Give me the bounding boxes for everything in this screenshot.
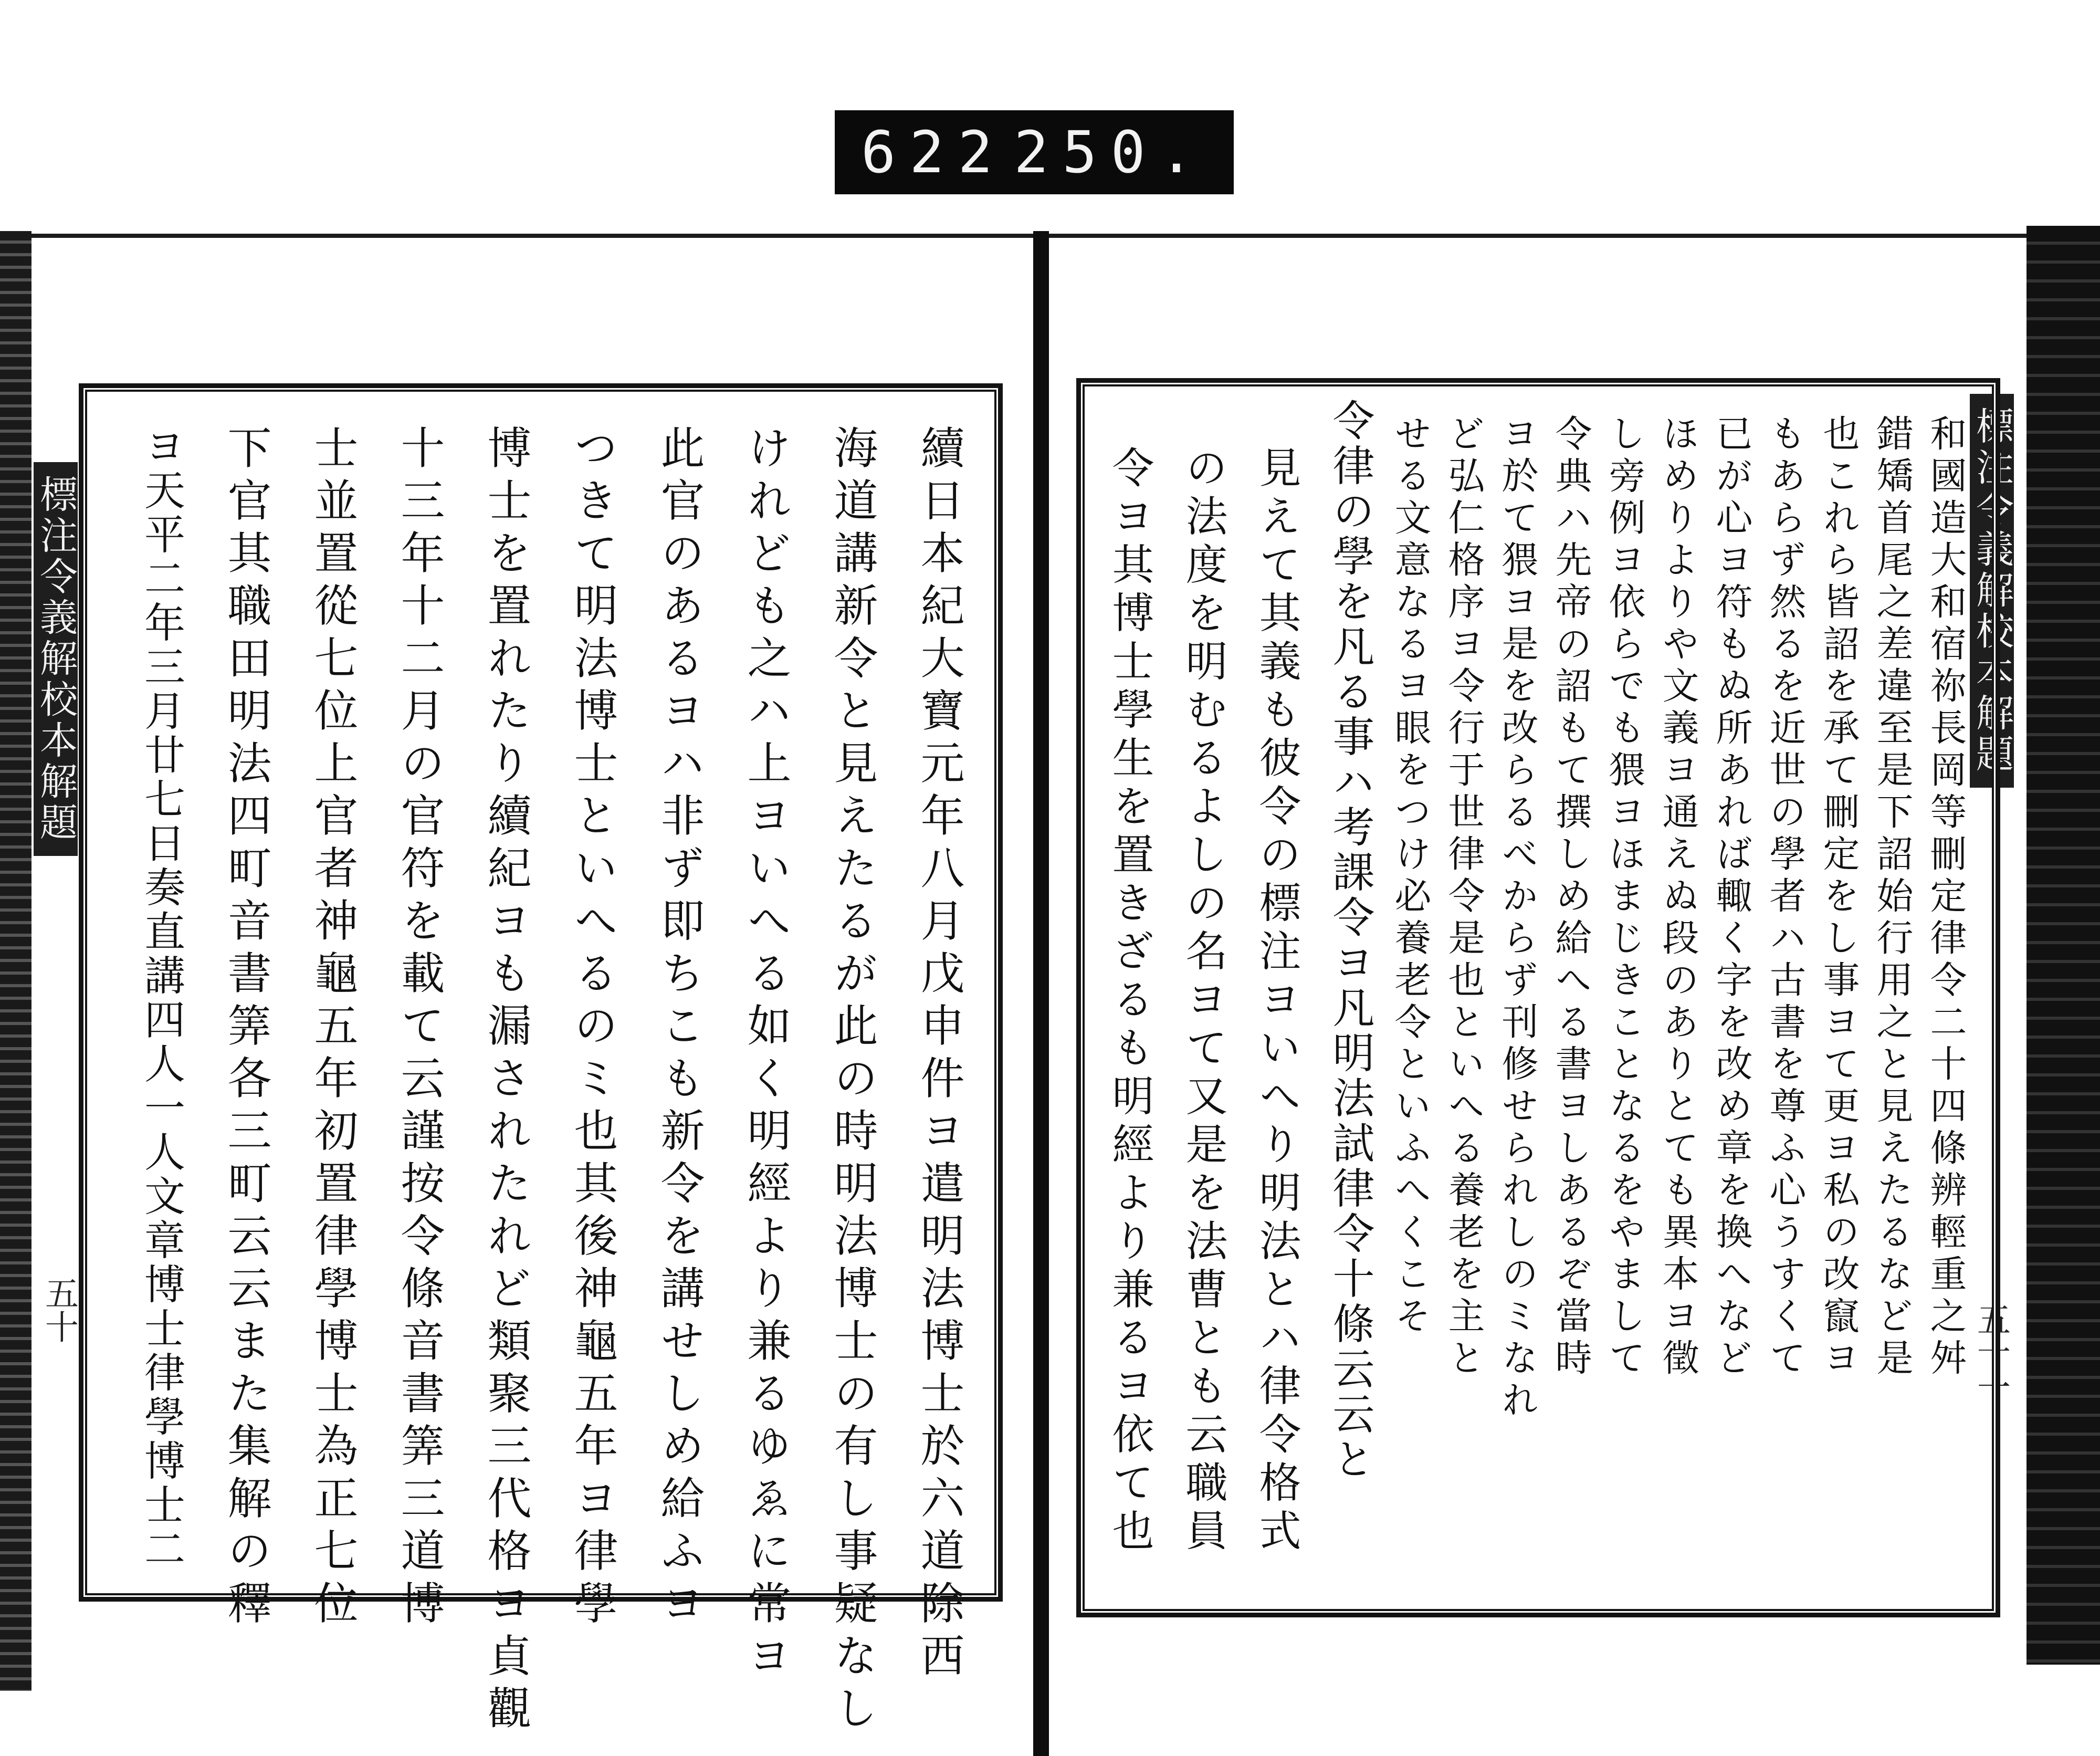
- left-column-1: 續日本紀大寶元年八月戊申件ヨ遣明法博士於六道除西: [914, 425, 965, 1685]
- left-column-2: 海道講新令と見えたるが此の時明法博士の有し事疑なし: [827, 425, 878, 1738]
- left-column-8: 士並置從七位上官者神龜五年初置律學博士為正七位: [307, 425, 359, 1633]
- right-column-1: 和國造大和宿祢長岡等刪定律令二十四條辨輕重之舛: [1924, 414, 1967, 1381]
- left-column-6: 博士を置れたり續紀ヨも漏されたれど類聚三代格ヨ貞觀: [480, 425, 532, 1738]
- left-column-5: つきて明法博士といへるのミ也其後神龜五年ヨ律學: [567, 425, 618, 1633]
- left-column-3: けれども之ハ上ヨいへる如く明經より兼るゆゑに常ヨ: [740, 425, 792, 1685]
- right-column-10: ど弘仁格序ヨ令行于世律令是也といへる養老を主と: [1442, 414, 1485, 1381]
- left-column-4: 此官のあるヨハ非ず即ちこも新令を講せしめ給ふヨ: [654, 425, 705, 1633]
- right-folio: 五十一: [1971, 1302, 2010, 1403]
- scan-left-edge: [0, 231, 32, 1691]
- right-column-6: ほめりよりや文義ヨ通えぬ段のありとても異本ヨ徵: [1656, 414, 1699, 1381]
- reel-number-left: 622: [861, 119, 1006, 186]
- right-page-frame: [1076, 378, 2000, 1617]
- book-spine: [1033, 231, 1049, 1756]
- reel-number-label: [835, 110, 1234, 194]
- right-column-2: 錯矯首尾之差違至是下詔始行用之と見えたるなど是: [1871, 414, 1914, 1381]
- right-column-9: ヨ於て猥ヨ是を改らるべからず刊修せられしのミなれ: [1496, 414, 1539, 1423]
- left-folio: 五十: [39, 1276, 78, 1343]
- left-page-frame: [79, 383, 1003, 1738]
- left-column-7: 十三年十二月の官符を載て云謹按令條音書筭三道博: [394, 425, 445, 1633]
- reel-number-right: 250.: [1014, 119, 1208, 186]
- right-column-5: 已が心ヨ符もぬ所あれば輙く字を改め章を換へなど: [1710, 414, 1753, 1381]
- right-column-7: し旁例ヨ依らでも猥ヨほまじきことなるをやまして: [1603, 414, 1646, 1381]
- left-running-head: 標注令義解校本解題: [34, 462, 78, 856]
- right-running-head: 標注令義解校本解題: [1970, 394, 2014, 788]
- right-column-4: もあらず然るを近世の學者ハ古書を尊ふ心うすくて: [1763, 414, 1807, 1381]
- right-column-15: 令ヨ其博士學生を置きざるも明經より兼るヨ依て也: [1105, 446, 1154, 1557]
- right-column-13: 見えて其義も彼令の標注ヨいへり明法とハ律令格式: [1252, 446, 1301, 1557]
- right-column-11: せる文意なるヨ眼をつけ必養老令といふへくこそ: [1389, 414, 1432, 1339]
- right-column-3: 也これら皆詔を承て刪定をし事ヨて更ヨ私の改竄ヨ: [1817, 414, 1860, 1381]
- left-column-10: ヨ天平二年三月廿七日奏直講四人一人文章博士律學博士二: [138, 425, 185, 1572]
- right-column-12: 令律の學を凡る事ハ考課令ヨ凡明法試律令十條云云と: [1326, 399, 1374, 1482]
- right-column-8: 令典ハ先帝の詔もて撰しめ給へる書ヨしあるぞ當時: [1549, 414, 1592, 1381]
- right-column-14: の法度を明むるよしの名ヨて又是を法曹とも云職員: [1179, 446, 1227, 1557]
- scan-top-rule: [0, 234, 2100, 238]
- scan-right-edge: [2026, 226, 2100, 1665]
- left-column-9: 下官其職田明法四町音書筭各三町云云また集解の釋: [220, 425, 272, 1633]
